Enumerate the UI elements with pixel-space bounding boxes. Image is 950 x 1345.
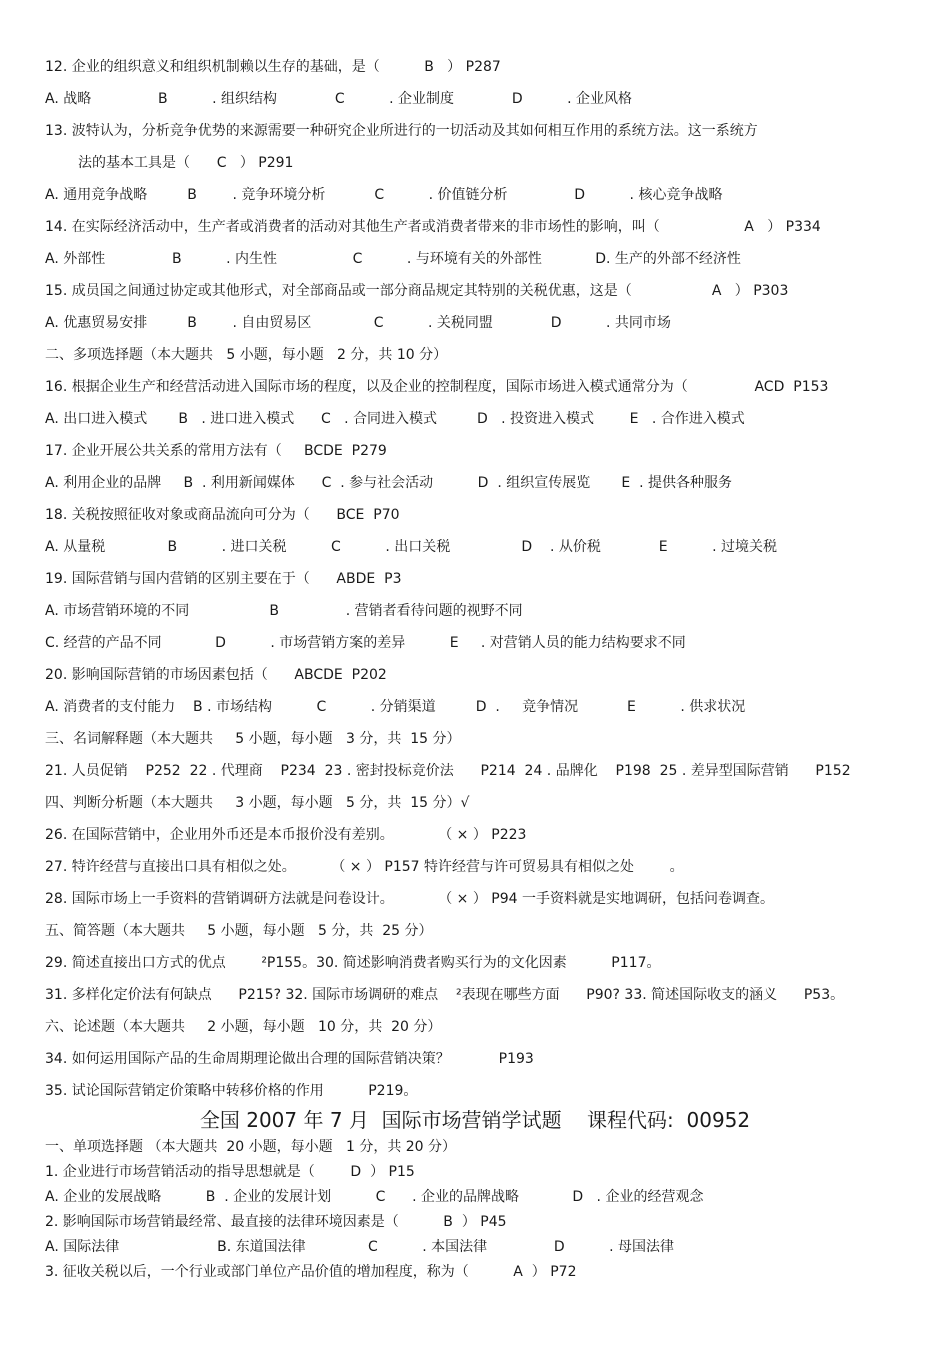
section-heading-single-choice: 一、单项选择题 （本大题共 20 小题，每小题 1 分，共 20 分） [45, 1139, 457, 1155]
question-35: 35. 试论国际营销定价策略中转移价格的作用 P219。 [45, 1083, 418, 1099]
section-heading-essay: 六、论述题（本大题共 2 小题，每小题 10 分，共 20 分） [45, 1019, 442, 1035]
section-heading-terms: 三、名词解释题（本大题共 5 小题，每小题 3 分，共 15 分） [45, 731, 461, 747]
questions-29-30: 29. 简述直接出口方式的优点 ²P155。30. 简述影响消费者购买行为的文化因素 P117。 [45, 955, 661, 971]
options-13: A. 通用竞争战略 B . 竞争环境分析 C . 价值链分析 D . 核心竞争战略 [45, 187, 723, 203]
options-17: A. 利用企业的品牌 B . 利用新闻媒体 C . 参与社会活动 D . 组织宣传展览 E . 提供各种服务 [45, 475, 733, 491]
options-16: A. 出口进入模式 B . 进口进入模式 C . 合同进入模式 D . 投资进入模式 E . 合作进入模式 [45, 411, 745, 427]
options-14: A. 外部性 B . 内生性 C . 与环境有关的外部性 D. 生产的外部不经济性 [45, 251, 741, 267]
question-26: 26. 在国际营销中，企业用外币还是本币报价没有差别。 （ × ） P223 [45, 827, 527, 843]
exam-title: 全国 2007 年 7 月 国际市场营销学试题 课程代码: 00952 [199, 1108, 751, 1132]
question-28: 28. 国际市场上一手资料的营销调研方法就是问卷设计。 （ × ） P94 一手资料就是实地调研，包括问卷调查。 [45, 891, 775, 907]
question-18: 18. 关税按照征收对象或商品流向可分为（ BCE P70 [45, 507, 400, 523]
section-heading-short-answer: 五、简答题（本大题共 5 小题，每小题 5 分，共 25 分） [45, 923, 433, 939]
question-34: 34. 如何运用国际产品的生命周期理论做出合理的国际营销决策？ P193 [45, 1051, 534, 1067]
questions-31-33: 31. 多样化定价法有何缺点 P215? 32. 国际市场调研的难点 ²表现在哪些方面 P90? 33. 简述国际收支的涵义 P53。 [45, 987, 845, 1003]
options-19-c-e: C. 经营的产品不同 D . 市场营销方案的差异 E . 对营销人员的能力结构要求不同 [45, 635, 686, 651]
section-heading-multiple-choice: 二、多项选择题（本大题共 5 小题，每小题 2 分，共 10 分） [45, 347, 448, 363]
question-15: 15. 成员国之间通过协定或其他形式，对全部商品或一部分商品规定其特别的关税优惠，这是（ A ） P303 [45, 283, 789, 299]
question-16: 16. 根据企业生产和经营活动进入国际市场的程度，以及企业的控制程度，国际市场进入模式通常分为（ ACD P153 [45, 379, 829, 395]
question-20: 20. 影响国际营销的市场因素包括（ ABCDE P202 [45, 667, 387, 683]
section-heading-judgement: 四、判断分析题（本大题共 3 小题，每小题 5 分，共 15 分）√ [45, 795, 470, 811]
options-18: A. 从量税 B . 进口关税 C . 出口关税 D . 从价税 E . 过境关税 [45, 539, 778, 555]
options-19-a-b: A. 市场营销环境的不同 B . 营销者看待问题的视野不同 [45, 603, 523, 619]
question-14: 14. 在实际经济活动中，生产者或消费者的活动对其他生产者或消费者带来的非市场性的影响，叫（ A ） P334 [45, 219, 821, 235]
question-2: 2. 影响国际市场营销最经常、最直接的法律环境因素是（ B ） P45 [45, 1214, 507, 1230]
question-19: 19. 国际营销与国内营销的区别主要在于（ ABDE P3 [45, 571, 402, 587]
question-13: 13. 波特认为，分析竞争优势的来源需要一种研究企业所进行的一切活动及其如何相互作用的系统方法。这一系统方 [45, 123, 758, 139]
question-3: 3. 征收关税以后，一个行业或部门单位产品价值的增加程度，称为（ A ） P72 [45, 1264, 577, 1280]
options-15: A. 优惠贸易安排 B . 自由贸易区 C . 关税同盟 D . 共同市场 [45, 315, 671, 331]
questions-21-25: 21. 人员促销 P252 22 . 代理商 P234 23 . 密封投标竞价法 P214 24 . 品牌化 P198 25 . 差异型国际营销 P152 [45, 763, 851, 779]
question-13-continued: 法的基本工具是（ C ） P291 [78, 155, 294, 171]
question-12: 12. 企业的组织意义和组织机制赖以生存的基础，是（ B ） P287 [45, 59, 501, 75]
options-20: A. 消费者的支付能力 B . 市场结构 C . 分销渠道 D . 竞争情况 E . 供求状况 [45, 699, 746, 715]
question-1: 1. 企业进行市场营销活动的指导思想就是（ D ） P15 [45, 1164, 415, 1180]
options-12: A. 战略 B . 组织结构 C . 企业制度 D . 企业风格 [45, 91, 633, 107]
options-2: A. 国际法律 B. 东道国法律 C . 本国法律 D . 母国法律 [45, 1239, 675, 1255]
question-27: 27. 特许经营与直接出口具有相似之处。 （ × ） P157 特许经营与许可贸易具有相似之处 。 [45, 859, 684, 875]
options-1: A. 企业的发展战略 B . 企业的发展计划 C . 企业的品牌战略 D . 企业的经营观念 [45, 1189, 704, 1205]
question-17: 17. 企业开展公共关系的常用方法有（ BCDE P279 [45, 443, 387, 459]
